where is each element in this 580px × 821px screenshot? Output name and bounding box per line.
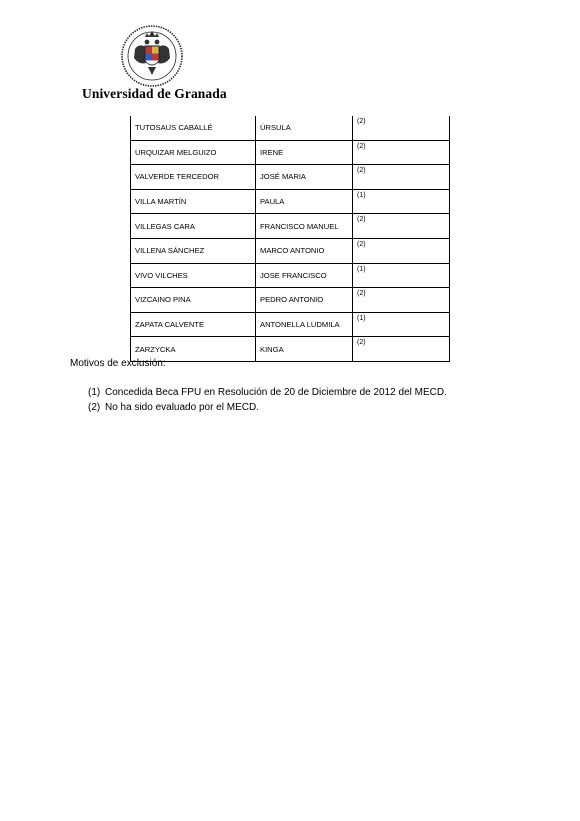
table-row: [131, 312, 450, 337]
applicant-surname-cell: VILLA MARTÍN: [131, 189, 256, 214]
exclusion-reason-cell: (2): [353, 337, 450, 362]
university-name: Universidad de Granada: [82, 86, 227, 101]
table-row: [131, 189, 450, 214]
table-row: [131, 337, 450, 362]
exclusion-reason-cell: (1): [353, 312, 450, 337]
table-row: [131, 165, 450, 190]
exclusion-reason-cell: (2): [353, 116, 450, 140]
exclusion-reason-item: [88, 401, 447, 416]
applicant-name-cell: ANTONELLA LUDMILA: [256, 312, 353, 337]
table-row: [131, 214, 450, 239]
exclusion-reason-cell: (2): [353, 238, 450, 263]
exclusion-reasons-list: [88, 386, 447, 415]
applicant-name-cell: PEDRO ANTONIO: [256, 288, 353, 313]
applicant-surname-cell: VIZCAINO PINA: [131, 288, 256, 313]
exclusion-reason-cell: (2): [353, 140, 450, 165]
reason-text: Concedida Beca FPU en Resolución de 20 de Diciembre de 2012 del MECD.: [105, 387, 447, 398]
exclusion-reason-cell: (2): [353, 288, 450, 313]
exclusion-reason-item: [88, 386, 447, 401]
table-row: [131, 140, 450, 165]
table-row: [131, 238, 450, 263]
exclusion-reason-cell: (2): [353, 165, 450, 190]
reason-number: (1): [88, 387, 101, 398]
applicant-name-cell: KINGA: [256, 337, 353, 362]
applicant-surname-cell: VILLEGAS CARA: [131, 214, 256, 239]
applicant-name-cell: IRENE: [256, 140, 353, 165]
table-row: [131, 263, 450, 288]
table-row: [131, 116, 450, 140]
applicant-surname-cell: ZAPATA CALVENTE: [131, 312, 256, 337]
applicant-name-cell: PAULA: [256, 189, 353, 214]
applicant-surname-cell: VALVERDE TERCEDOR: [131, 165, 256, 190]
exclusion-reasons-title: Motivos de exclusión:: [70, 358, 166, 369]
document-header: [0, 0, 580, 110]
applicant-surname-cell: VILLENA SÁNCHEZ: [131, 238, 256, 263]
table-row: [131, 288, 450, 313]
reason-text: No ha sido evaluado por el MECD.: [105, 401, 259, 413]
applicant-name-cell: JOSE FRANCISCO: [256, 263, 353, 288]
exclusion-reason-cell: (1): [353, 189, 450, 214]
applicant-surname-cell: TUTOSAUS CABALLÉ: [131, 116, 256, 140]
applicant-surname-cell: VIVO VILCHES: [131, 263, 256, 288]
university-seal-icon: [121, 25, 183, 87]
exclusion-reason-cell: (1): [353, 263, 450, 288]
applicant-surname-cell: URQUIZAR MELGUIZO: [131, 140, 256, 165]
applicant-name-cell: JOSÉ MARIA: [256, 165, 353, 190]
reason-number: (2): [88, 401, 101, 413]
excluded-applicants-table: [130, 116, 450, 362]
exclusion-reason-cell: (2): [353, 214, 450, 239]
applicant-surname-cell: ZARZYCKA: [131, 337, 256, 362]
applicant-name-cell: FRANCISCO MANUEL: [256, 214, 353, 239]
applicant-name-cell: MARCO ANTONIO: [256, 238, 353, 263]
applicant-name-cell: ÚRSULA: [256, 116, 353, 140]
